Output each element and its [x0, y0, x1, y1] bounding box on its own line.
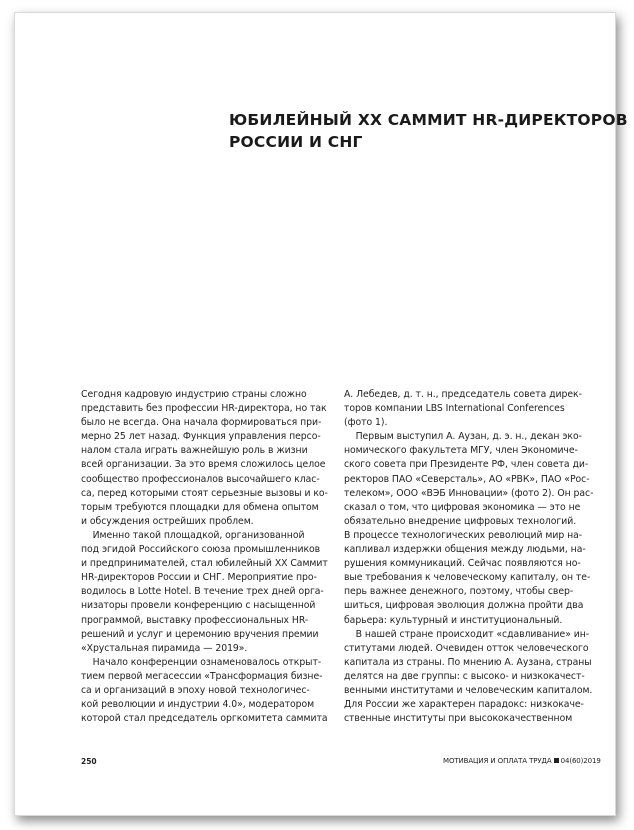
right-text-column [344, 388, 596, 726]
text-line: торов компании LBS International Conferences [344, 403, 565, 415]
text-line: тием первой мегасессии «Трансформация бизне- [81, 670, 323, 682]
text-line: ститутами людей. Очевиден отток человеческого [344, 642, 589, 654]
text-line: ректоров ПАО «Северсталь», АО «РВК», ПАО «Рос- [344, 473, 590, 485]
text-line: Сегодня кадровую индустрию страны сложно [81, 389, 307, 400]
text-line: торым требуются площадки для обмена опытом [81, 501, 319, 513]
text-line: телеком», ООО «ВЭБ Инновации» (фото 2). Он рас- [344, 487, 594, 499]
text-line: которой стал председатель оргкомитета саммита [81, 713, 328, 725]
text-line: делятся на две группы: с высоко- и низкокачест- [344, 670, 585, 682]
text-line: шиться, цифровая эволюция должна пройти два [344, 600, 584, 612]
left-text-column [81, 388, 333, 726]
text-line: и обсуждения острейших проблем. [81, 515, 254, 527]
journal-issue: 04(60)2019 [560, 757, 601, 765]
text-line: А. Лебедев, д. т. н., председатель совета дирек- [344, 389, 582, 400]
text-line: налом стала играть важнейшую роль в жизни [81, 445, 308, 457]
text-line: ственные институты при высококачественном [344, 713, 573, 725]
text-line: са, перед которыми стоят серьезные вызовы и ко- [81, 487, 328, 499]
text-line: В процессе технологических революций мир на- [344, 529, 583, 541]
article-title-line-1: ЮБИЛЕЙНЫЙ XX САММИТ HR-ДИРЕКТОРОВ [229, 111, 628, 129]
article-title-line-2: РОССИИ И СНГ [229, 133, 363, 151]
square-separator-icon [554, 758, 559, 763]
text-line: (фото 1). [344, 417, 388, 429]
text-line: са и организаций в эпоху новой технологичес- [81, 684, 310, 696]
text-line: Первым выступил А. Аузан, д. э. н., декан эко- [344, 431, 582, 443]
text-line: и предпринимателей, стал юбилейный XX Саммит [81, 558, 328, 570]
text-line: Именно такой площадкой, организованной [81, 529, 305, 541]
text-line: капитала из страны. По мнению А. Аузана, страны [344, 656, 592, 668]
text-line: рушения коммуникаций. Сейчас появляются но- [344, 558, 581, 570]
text-line: под эгидой Российского союза промышленников [81, 544, 321, 556]
text-line: мерно 25 лет назад. Функция управления персо- [81, 431, 321, 443]
text-line: низаторы провели конференцию с насыщенной [81, 600, 316, 612]
text-line: Начало конференции ознаменовалось открыт- [81, 656, 322, 668]
text-line: номического факультета МГУ, член Экономиче- [344, 445, 578, 457]
text-line: Для России же характерен парадокс: низкокаче- [344, 699, 584, 711]
text-line: обязательно внедрение цифровых технологий. [344, 515, 577, 527]
text-line: В нашей стране происходит «сдавливание» ин- [344, 628, 590, 640]
text-line: вые требования к человеческому капиталу, он те- [344, 572, 591, 584]
text-line: водилось в Lotte Hotel. В течение трех дней орга- [81, 586, 324, 598]
text-line: HR-директоров России и СНГ. Мероприятие про- [81, 572, 317, 584]
text-line: капливал издержки общения между людьми, на- [344, 544, 586, 556]
text-line: решений и услуг и церемонию вручения премии [81, 628, 319, 640]
text-line: кой революции и индустрии 4.0», модератором [81, 699, 315, 711]
text-line: сказал о том, что цифровая экономика — это не [344, 501, 581, 513]
text-line: венными институтами и человеческим капиталом. [344, 684, 593, 696]
text-line: сообщество профессионалов высочайшего клас- [81, 473, 320, 485]
journal-name: МОТИВАЦИЯ И ОПЛАТА ТРУДА [443, 757, 552, 765]
journal-footer [443, 757, 601, 765]
page-number: 250 [81, 757, 97, 766]
text-line: ского совета при Президенте РФ, член совета ди- [344, 459, 589, 471]
text-line: всей организации. За это время сложилось целое [81, 459, 326, 471]
text-line: «Хрустальная пирамида — 2019». [81, 642, 248, 654]
text-line: программой, выставку профессиональных HR- [81, 614, 309, 626]
text-line: перь важнее денежного, поэтому, чтобы свер- [344, 586, 574, 598]
text-line: представить без профессии HR-директора, но так [81, 403, 327, 415]
text-line: было не всегда. Она начала формироваться при- [81, 417, 322, 429]
text-line: барьера: культурный и институциональный. [344, 614, 563, 626]
article-title [229, 109, 628, 153]
document-page [14, 12, 628, 816]
